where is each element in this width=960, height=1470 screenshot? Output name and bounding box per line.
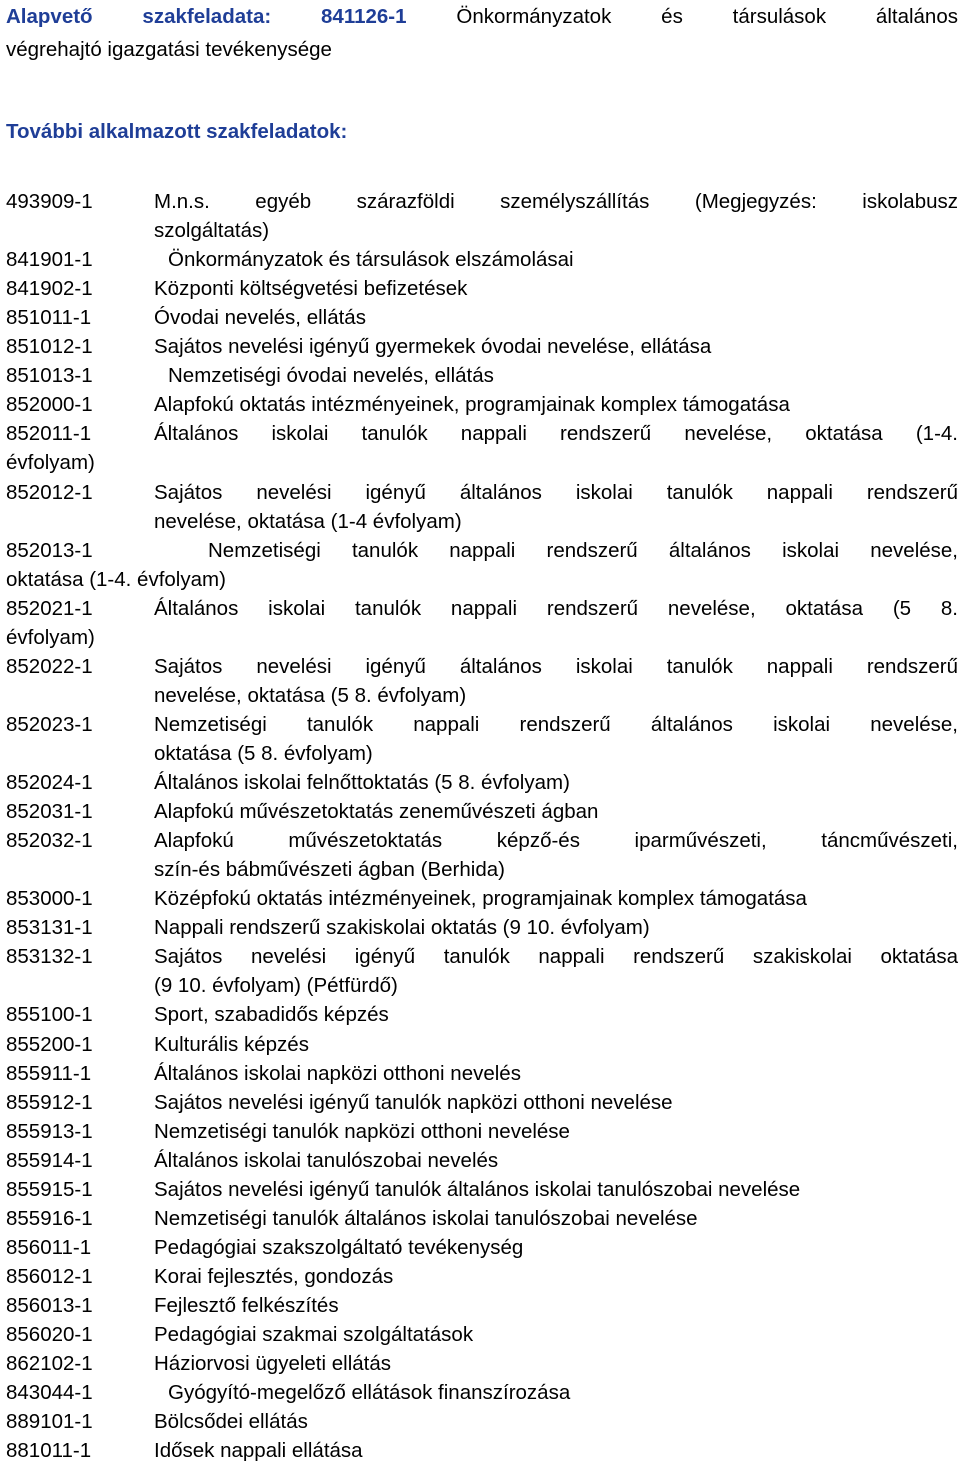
activity-description: Nemzetiségi óvodai nevelés, ellátás — [168, 364, 494, 388]
heading-title-line-2: végrehajtó igazgatási tevékenysége — [6, 38, 332, 61]
activity-code: 852031-1 — [6, 800, 93, 824]
activity-code: 852032-1 — [6, 829, 93, 853]
list-item — [6, 1146, 958, 1175]
activity-code: 852000-1 — [6, 393, 93, 417]
activity-description: Sport, szabadidős képzés — [154, 1003, 389, 1027]
activity-description: Fejlesztő felkészítés — [154, 1293, 339, 1317]
heading-code: 841126-1 — [321, 5, 407, 28]
list-item — [6, 594, 958, 623]
activity-code: 855912-1 — [6, 1090, 93, 1114]
activity-code: 852021-1 — [6, 596, 93, 620]
list-item — [6, 826, 958, 855]
activity-description: Óvodai nevelés, ellátás — [154, 306, 366, 330]
activity-code: 843044-1 — [6, 1381, 93, 1404]
list-item — [6, 478, 958, 507]
list-item — [6, 419, 958, 448]
list-item — [6, 1320, 958, 1349]
list-item — [6, 536, 958, 565]
list-item — [6, 1175, 958, 1204]
list-item — [6, 1117, 958, 1146]
subheading: További alkalmazott szakfeladatok: — [6, 120, 348, 143]
activity-description: Sajátos nevelési igényű tanulók napközi otthoni nevelése — [154, 1090, 673, 1114]
activity-description: M.n.s. egyéb szárazföldi személyszállítás (Megjegyzés: iskolabusz — [154, 190, 958, 213]
list-item — [6, 1059, 958, 1088]
heading-label: Alapvető szakfeladata: — [6, 5, 272, 28]
list-item — [6, 187, 958, 216]
activity-description-continuation: nevelése, oktatása (5 8. évfolyam) — [154, 683, 467, 707]
activity-description: Önkormányzatok és társulások elszámolásai — [168, 248, 574, 272]
activity-code: 855914-1 — [6, 1148, 93, 1172]
list-item — [6, 1088, 958, 1117]
activity-code: 856011-1 — [6, 1235, 92, 1259]
activity-description-continuation: nevelése, oktatása (1-4 évfolyam) — [154, 509, 462, 533]
heading-title-line-1: Önkormányzatok és társulások általános — [456, 5, 958, 28]
activity-description: Gyógyító-megelőző ellátások finanszírozása — [168, 1381, 571, 1404]
list-item — [6, 1291, 958, 1320]
activity-description: Alapfokú művészetoktatás képző-és iparművészeti, táncművészeti, — [154, 829, 958, 853]
activity-code: 853131-1 — [6, 916, 93, 940]
list-item — [6, 390, 958, 419]
activity-description: Általános iskolai tanulók nappali rendszerű nevelése, oktatása (1-4. — [154, 422, 958, 446]
list-item — [6, 884, 958, 913]
list-item — [6, 1030, 958, 1059]
activity-code: 855200-1 — [6, 1032, 93, 1056]
activity-code: 852024-1 — [6, 771, 93, 794]
activity-code: 851011-1 — [6, 306, 92, 330]
activity-code: 855916-1 — [6, 1206, 93, 1230]
list-item — [6, 361, 958, 390]
activity-description-continuation: oktatása (1-4. évfolyam) — [6, 567, 226, 591]
list-item — [6, 1233, 958, 1262]
list-item — [6, 1349, 958, 1378]
activity-description: Alapfokú oktatás intézményeinek, programjainak komplex támogatása — [154, 393, 790, 417]
list-item — [6, 797, 958, 826]
activity-description: Középfokú oktatás intézményeinek, programjainak komplex támogatása — [154, 887, 807, 911]
activity-description-continuation: évfolyam) — [6, 625, 95, 649]
activity-description-continuation: oktatása (5 8. évfolyam) — [154, 742, 373, 765]
activity-description-continuation: szín-és bábművészeti ágban (Berhida) — [154, 858, 505, 882]
list-item — [6, 710, 958, 739]
list-item — [6, 245, 958, 274]
activity-description: Nemzetiségi tanulók napközi otthoni nevelése — [154, 1119, 570, 1143]
activity-description: Pedagógiai szakszolgáltató tevékenység — [154, 1235, 524, 1259]
activity-code: 493909-1 — [6, 190, 93, 213]
activity-description: Nemzetiségi tanulók nappali rendszerű általános iskolai nevelése, — [154, 712, 958, 736]
activity-code: 856013-1 — [6, 1293, 93, 1317]
activity-code: 852013-1 — [6, 538, 93, 562]
activity-description: Általános iskolai felnőttoktatás (5 8. évfolyam) — [154, 771, 570, 794]
activity-description: Sajátos nevelési igényű gyermekek óvodai nevelése, ellátása — [154, 335, 712, 359]
list-item — [6, 332, 958, 361]
list-item — [6, 942, 958, 971]
activity-code: 852011-1 — [6, 422, 92, 446]
activity-description: Kulturális képzés — [154, 1032, 309, 1056]
activity-code: 862102-1 — [6, 1352, 93, 1375]
list-item — [6, 913, 958, 942]
activity-code: 841901-1 — [6, 248, 93, 272]
activity-code: 856020-1 — [6, 1323, 93, 1346]
list-item — [6, 1000, 958, 1029]
activity-description-continuation: (9 10. évfolyam) (Pétfürdő) — [154, 974, 398, 998]
activity-description: Sajátos nevelési igényű tanulók nappali rendszerű szakiskolai oktatása — [154, 945, 958, 969]
activity-description: Nemzetiségi tanulók nappali rendszerű általános iskolai nevelése, — [208, 538, 958, 562]
activity-code: 855913-1 — [6, 1119, 93, 1143]
activity-description: Sajátos nevelési igényű általános iskolai tanulók nappali rendszerű — [154, 654, 958, 678]
activity-code: 889101-1 — [6, 1410, 93, 1434]
activity-code: 852023-1 — [6, 712, 93, 736]
list-item — [6, 303, 958, 332]
activity-description: Nemzetiségi tanulók általános iskolai tanulószobai nevelése — [154, 1206, 698, 1230]
activity-description: Bölcsődei ellátás — [154, 1410, 308, 1434]
list-item — [6, 1204, 958, 1233]
activity-description: Háziorvosi ügyeleti ellátás — [154, 1352, 392, 1375]
activity-code: 855911-1 — [6, 1061, 92, 1085]
activity-description: Központi költségvetési befizetések — [154, 277, 468, 301]
activity-description-continuation: szolgáltatás) — [154, 219, 270, 243]
activity-code: 852022-1 — [6, 654, 93, 678]
activity-description: Sajátos nevelési igényű tanulók általános iskolai tanulószobai nevelése — [154, 1177, 801, 1201]
heading-line-2 — [6, 35, 958, 64]
activity-description: Korai fejlesztés, gondozás — [154, 1264, 394, 1288]
list-item — [6, 652, 958, 681]
activity-code: 852012-1 — [6, 480, 93, 504]
activity-description: Általános iskolai tanulók nappali rendszerű nevelése, oktatása (5 8. — [154, 596, 958, 620]
activity-description: Idősek nappali ellátása — [154, 1439, 363, 1463]
list-item — [6, 1436, 958, 1465]
activity-description: Alapfokú művészetoktatás zeneművészeti ágban — [154, 800, 599, 824]
activity-code: 851013-1 — [6, 364, 93, 388]
activity-code: 841902-1 — [6, 277, 93, 301]
list-item — [6, 1378, 958, 1407]
activity-code: 855100-1 — [6, 1003, 93, 1027]
activity-description: Általános iskolai tanulószobai nevelés — [154, 1148, 499, 1172]
activity-code: 851012-1 — [6, 335, 93, 359]
list-item — [6, 274, 958, 303]
activity-description: Általános iskolai napközi otthoni nevelés — [154, 1061, 521, 1085]
heading-line-1 — [6, 2, 958, 31]
activity-code: 855915-1 — [6, 1177, 93, 1201]
list-item — [6, 1262, 958, 1291]
activity-description: Nappali rendszerű szakiskolai oktatás (9 10. évfolyam) — [154, 916, 650, 940]
activity-code: 853132-1 — [6, 945, 93, 969]
activity-code: 881011-1 — [6, 1439, 92, 1463]
activity-code: 856012-1 — [6, 1264, 93, 1288]
activity-description: Sajátos nevelési igényű általános iskolai tanulók nappali rendszerű — [154, 480, 958, 504]
activity-description-continuation: évfolyam) — [6, 451, 95, 475]
activity-description: Pedagógiai szakmai szolgáltatások — [154, 1323, 474, 1346]
activity-code: 853000-1 — [6, 887, 93, 911]
list-item — [6, 1407, 958, 1436]
list-item — [6, 768, 958, 797]
